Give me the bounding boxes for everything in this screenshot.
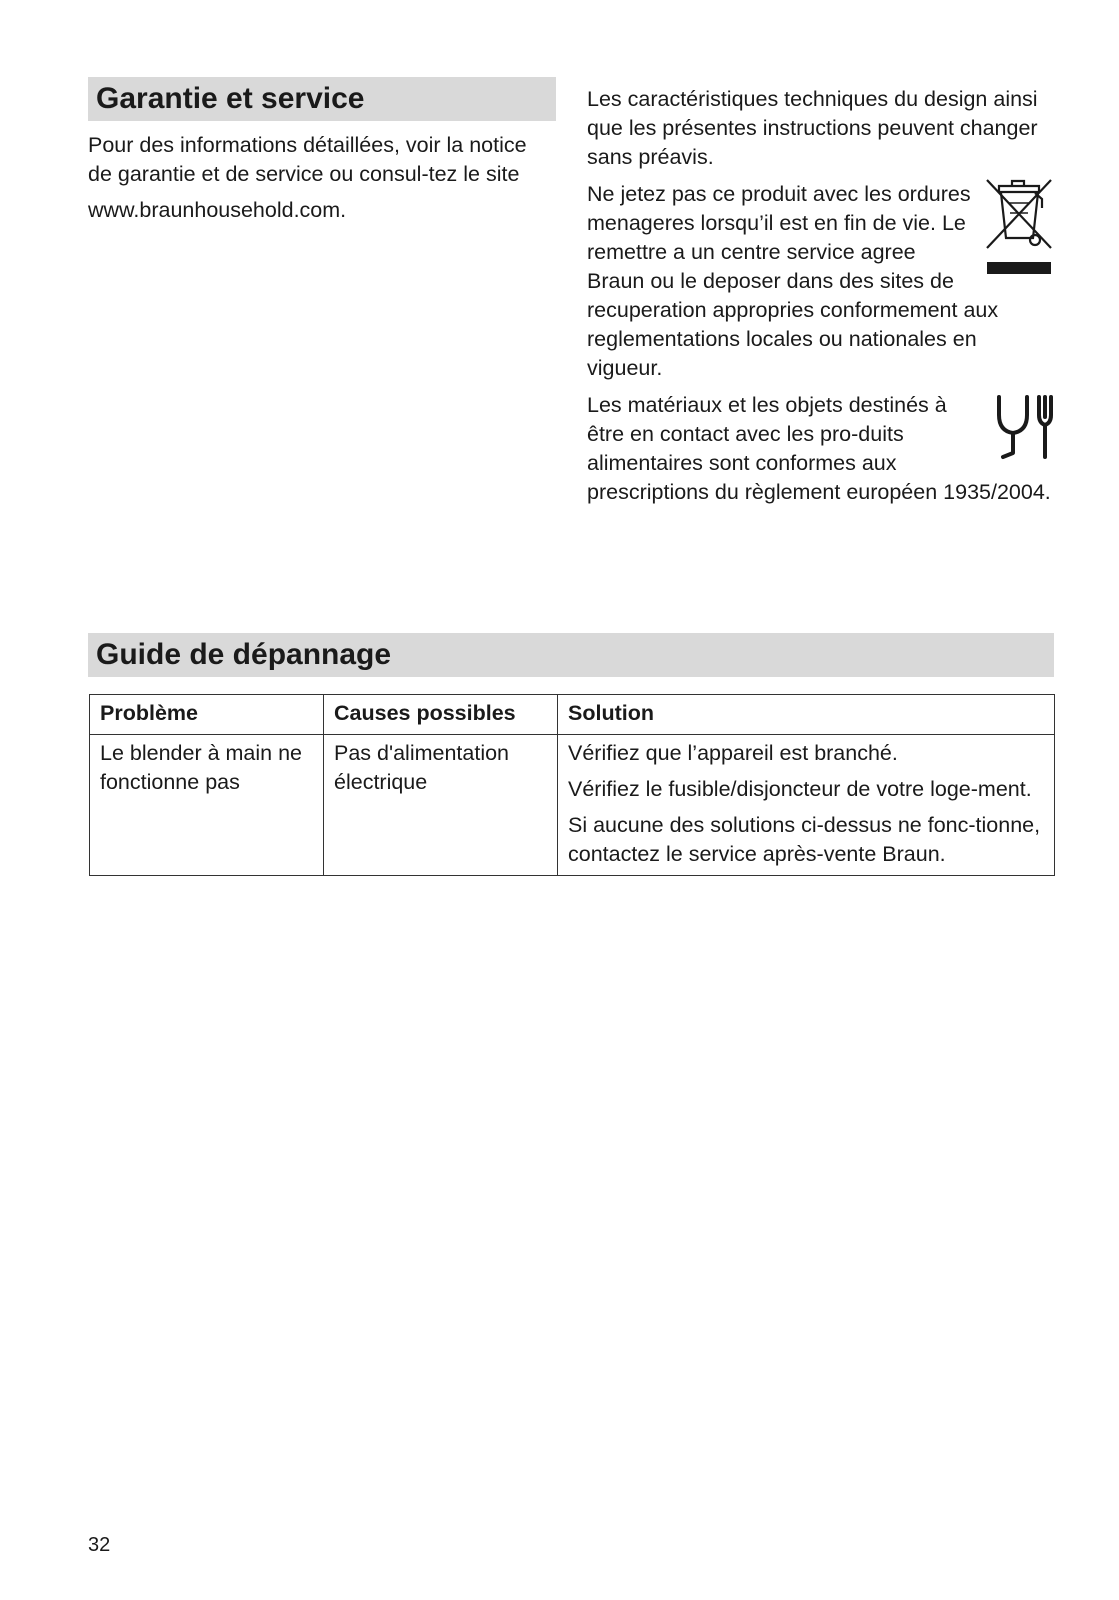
column-header-probleme: Problème — [90, 695, 324, 735]
specs-note: Les caractéristiques techniques du design ainsi que les présentes instructions peuvent changer sans préavis. — [587, 87, 1038, 169]
braun-website-link[interactable]: www.braunhousehold.com. — [88, 198, 347, 222]
page-number: 32 — [88, 1534, 111, 1556]
table-header-row — [90, 695, 1055, 735]
solution-item: Vérifiez le fusible/disjoncteur de votre loge-ment. — [568, 777, 1032, 801]
solution-item: Vérifiez que l’appareil est branché. — [568, 741, 898, 765]
food-contact-note: Les matériaux et les objets destinés à être en contact avec les pro-duits alimentaires sont conformes aux prescriptions du règlement européen 1935/2004. — [587, 393, 1051, 504]
garantie-text: Pour des informations détaillées, voir la notice de garantie et de service ou consul-tez le site — [88, 133, 527, 186]
glass-and-fork-icon — [991, 391, 1057, 463]
troubleshooting-table — [89, 694, 1055, 876]
right-column — [587, 85, 1057, 515]
crossed-out-wheelie-bin-icon — [979, 168, 1057, 280]
section-heading-garantie: Garantie et service — [88, 77, 556, 121]
solution-cell — [558, 735, 1055, 876]
table-row — [90, 735, 1055, 876]
disposal-note: Ne jetez pas ce produit avec les ordures menageres lorsqu’il est en fin de vie. Le remettre a un centre service agree Braun ou le deposer dans des sites de recuperation appropries conformement aux reglementations locales ou nationales en vigueur. — [587, 182, 999, 380]
section-heading-guide: Guide de dépannage — [88, 633, 1054, 677]
column-header-solution: Solution — [558, 695, 1055, 735]
garantie-text-block — [88, 131, 548, 232]
problem-cell: Le blender à main ne fonctionne pas — [90, 735, 324, 876]
cause-cell: Pas d'alimentation électrique — [324, 735, 558, 876]
column-header-causes: Causes possibles — [324, 695, 558, 735]
solution-item: Si aucune des solutions ci-dessus ne fonc-tionne, contactez le service après-vente Braun. — [568, 813, 1041, 866]
